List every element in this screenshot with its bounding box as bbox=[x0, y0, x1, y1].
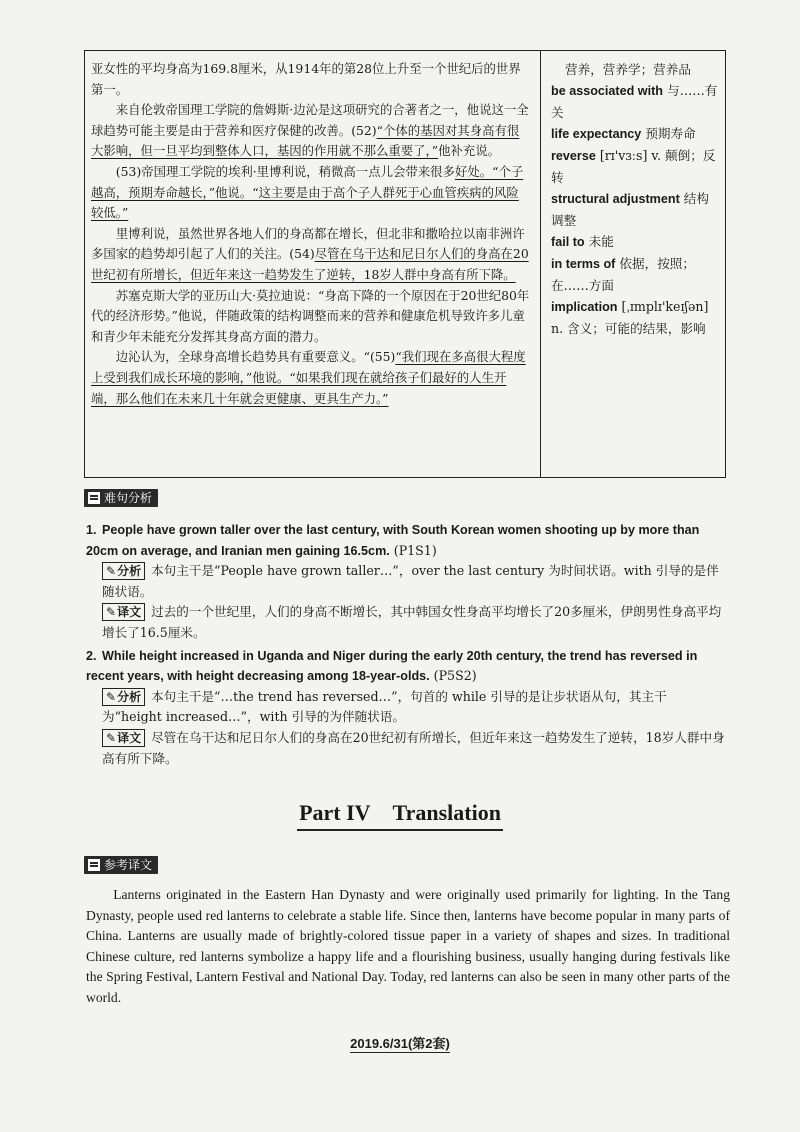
vocab-entry: structural adjustment 结构调整 bbox=[551, 191, 709, 228]
underlined-sentence-53: 好处。“个子越高，预期寿命越长，”他说。“这主要是由于高个子人群死于心血管疾病的风险较低。” bbox=[91, 163, 524, 221]
passage-paragraph: 来自伦敦帝国理工学院的詹姆斯·边沁是这项研究的合著者之一，他说这一全球趋势可能主要是由于营养和医疗保健的改善。(52)“个体的基因对其身高有很大影响，但一旦平均到整体人口，基因的作用就不那么重要了，”他补充说。 bbox=[91, 102, 529, 159]
analysis-label: ✎分析 bbox=[102, 688, 145, 706]
underlined-sentence-52: “个体的基因对其身高有很大影响，但一旦平均到整体人口，基因的作用就不那么重要了，” bbox=[91, 122, 520, 159]
pen-icon: ✎ bbox=[106, 689, 117, 704]
passage-translation-column bbox=[85, 51, 541, 477]
analysis-label: ✎分析 bbox=[102, 562, 145, 580]
vocab-entry: life expectancy 预期寿命 bbox=[551, 126, 696, 141]
difficult-sentence-item: 2. While height increased in Uganda and Niger during the early 20th century, the trend has reversed in recent years, with height decreasing among 18-year-olds. (P5S2) ✎分析 本句主干是“…the trend has reversed…”，句首的 while 引导的是让步状语从句，其主干为“height increased…”，with 引导的为伴随状语。 ✎译文 尽管在乌干达和尼日尔人们的身高在20世纪初有所增长，但近年来这一趋势发生了逆转，18岁人群中身高有所下降。 bbox=[86, 648, 725, 766]
book-icon bbox=[88, 859, 100, 871]
passage-paragraph: 边沁认为，全球身高增长趋势具有重要意义。“(55)“我们现在多高很大程度上受到我们成长环境的影响，”他说。“如果我们现在就给孩子们最好的人生开端，那么他们在未来几十年就会更健康、更具生产力。” bbox=[91, 349, 526, 406]
vocab-entry: implication [ˌɪmplɪ'keɪʃən] n. 含义；可能的结果，影响 bbox=[551, 299, 709, 336]
vocab-entry: reverse [rɪ'vɜːs] v. 颠倒；反转 bbox=[551, 148, 716, 185]
page-footer: 2019.6/31(第2套) bbox=[350, 1036, 450, 1051]
part-title bbox=[0, 800, 800, 831]
sentence-ref: (P5S2) bbox=[433, 668, 477, 684]
passage-paragraph: (53)帝国理工学院的埃利·里博利说，稍微高一点儿会带来很多好处。“个子越高，预期寿命越长，”他说。“这主要是由于高个子人群死于心血管疾病的风险较低。” bbox=[91, 163, 524, 221]
sentence-ref: (P1S1) bbox=[393, 542, 437, 558]
sentence-text: People have grown taller over the last century, with South Korean women shooting up by more than 20cm on average, and Iranian men gaining 16.5cm. bbox=[86, 523, 700, 558]
vocab-entry: 营养，营养学；营养品 bbox=[565, 62, 691, 77]
vocab-entry: in terms of 依据，按照；在……方面 bbox=[551, 256, 695, 293]
book-icon bbox=[88, 492, 100, 504]
sentence-text: While height increased in Uganda and Niger during the early 20th century, the trend has reversed in recent years, with height decreasing among 18-year-olds. bbox=[86, 648, 698, 684]
reference-translation-tag: 参考译文 bbox=[84, 856, 158, 874]
translation-label: ✎译文 bbox=[102, 729, 145, 747]
underlined-sentence-54: 尽管在乌干达和尼日尔人们的身高在20世纪初有所增长，但近年来这一趋势发生了逆转，18岁人群中身高有所下降。 bbox=[91, 246, 529, 282]
passage-paragraph: 亚女性的平均身高为169.8厘米，从1914年的第28位上升至一个世纪后的世界第一。 bbox=[91, 61, 521, 97]
translation-label: ✎译文 bbox=[102, 603, 145, 621]
difficult-sentences-list bbox=[86, 520, 726, 771]
part-heading: Part IV Translation bbox=[297, 800, 503, 831]
pen-icon: ✎ bbox=[106, 605, 117, 620]
pen-icon: ✎ bbox=[106, 564, 117, 579]
difficult-sentence-item: 1. People have grown taller over the last century, with South Korean women shooting up by more than 20cm on average, and Iranian men gaining 16.5cm. (P1S1) ✎分析 本句主干是“People have grown taller…”，over the last century 为时间状语。with 引导的是伴随状语。 ✎译文 过去的一个世纪里，人们的身高不断增长，其中韩国女性身高平均增长了20多厘米，伊朗男性身高平均增长了16.5厘米。 bbox=[86, 523, 722, 640]
vocab-entry: fail to 未能 bbox=[551, 234, 614, 249]
vocab-entry: be associated with 与……有关 bbox=[551, 83, 718, 120]
passage-paragraph: 苏塞克斯大学的亚历山大·莫拉迪说：“身高下降的一个原因在于20世纪80年代的经济形势。”他说，伴随政策的结构调整而来的营养和健康危机导致许多儿童和青少年未能充分发挥其身高方面的潜力。 bbox=[91, 287, 530, 344]
underlined-sentence-55: “我们现在多高很大程度上受到我们成长环境的影响，”他说。“如果我们现在就给孩子们最好的人生开端，那么他们在未来几十年就会更健康、更具生产力。” bbox=[91, 349, 526, 406]
passage-paragraph: 里博利说，虽然世界各地人们的身高都在增长，但北非和撒哈拉以南非洲许多国家的趋势却引起了人们的关注。(54)尽管在乌干达和尼日尔人们的身高在20世纪初有所增长，但近年来这一趋势发生了逆转，18岁人群中身高有所下降。 bbox=[91, 225, 529, 282]
passage-box bbox=[84, 50, 726, 478]
vocabulary-column bbox=[541, 51, 725, 477]
reference-translation-text: Lanterns originated in the Eastern Han Dynasty and were originally used primarily for lighting. In the Tang Dynasty, people used red lanterns to celebrate a stable life. Since then, lanterns have become popular in many parts of China. Lanterns are usually made of brightly-colored tissue paper in a variety of shapes and sizes. In traditional Chinese culture, red lanterns symbolize a happy life and a flourishing business, usually hanging during festivals like the Spring Festival, Lantern Festival and National Day. Today, red lanterns can also be seen in many other parts of the world. bbox=[86, 887, 730, 1005]
difficult-sentences-tag: 难句分析 bbox=[84, 489, 158, 507]
pen-icon: ✎ bbox=[106, 730, 117, 745]
